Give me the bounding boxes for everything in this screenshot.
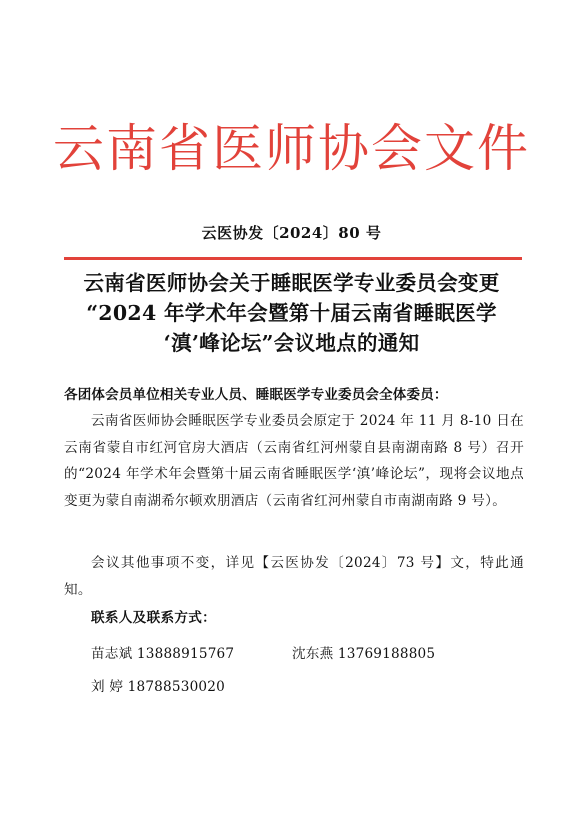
addressee-line: 各团体会员单位相关专业人员、睡眠医学专业委员会全体委员： [64, 387, 448, 403]
body-paragraph-1: 云南省医师协会睡眠医学专业委员会原定于 2024 年 11 月 8-10 日在云南省蒙自市红河官房大酒店（云南省红河州蒙自县南湖南路 8 号）召开的“2024 年学术年会暨第十届云南省睡眠医学‘滇’峰论坛”，现将会议地点变更为蒙自南湖希尔顿欢朋酒店（云南省红河州蒙自市南湖南路 9 号）。 [64, 413, 524, 509]
notice-title [0, 268, 583, 358]
red-divider-line [64, 257, 522, 260]
contact-item: 苗志斌 13888915767 [91, 646, 235, 662]
document-header-title: 云南省医师协会文件 [52, 120, 530, 179]
notice-title-line: “2024 年学术年会暨第十届云南省睡眠医学 [86, 301, 497, 325]
document-number: 云医协发〔2024〕80 号 [201, 224, 382, 242]
contact-item: 刘 婷 18788530020 [91, 679, 225, 695]
notice-title-line: ‘滇’峰论坛”会议地点的通知 [163, 331, 420, 355]
contact-heading: 联系人及联系方式： [91, 610, 217, 626]
body-paragraph-2: 会议其他事项不变，详见【云医协发〔2024〕73 号】文，特此通知。 [64, 555, 524, 598]
contact-item: 沈东燕 13769188805 [292, 646, 436, 662]
notice-title-line: 云南省医师协会关于睡眠医学专业委员会变更 [83, 271, 500, 295]
